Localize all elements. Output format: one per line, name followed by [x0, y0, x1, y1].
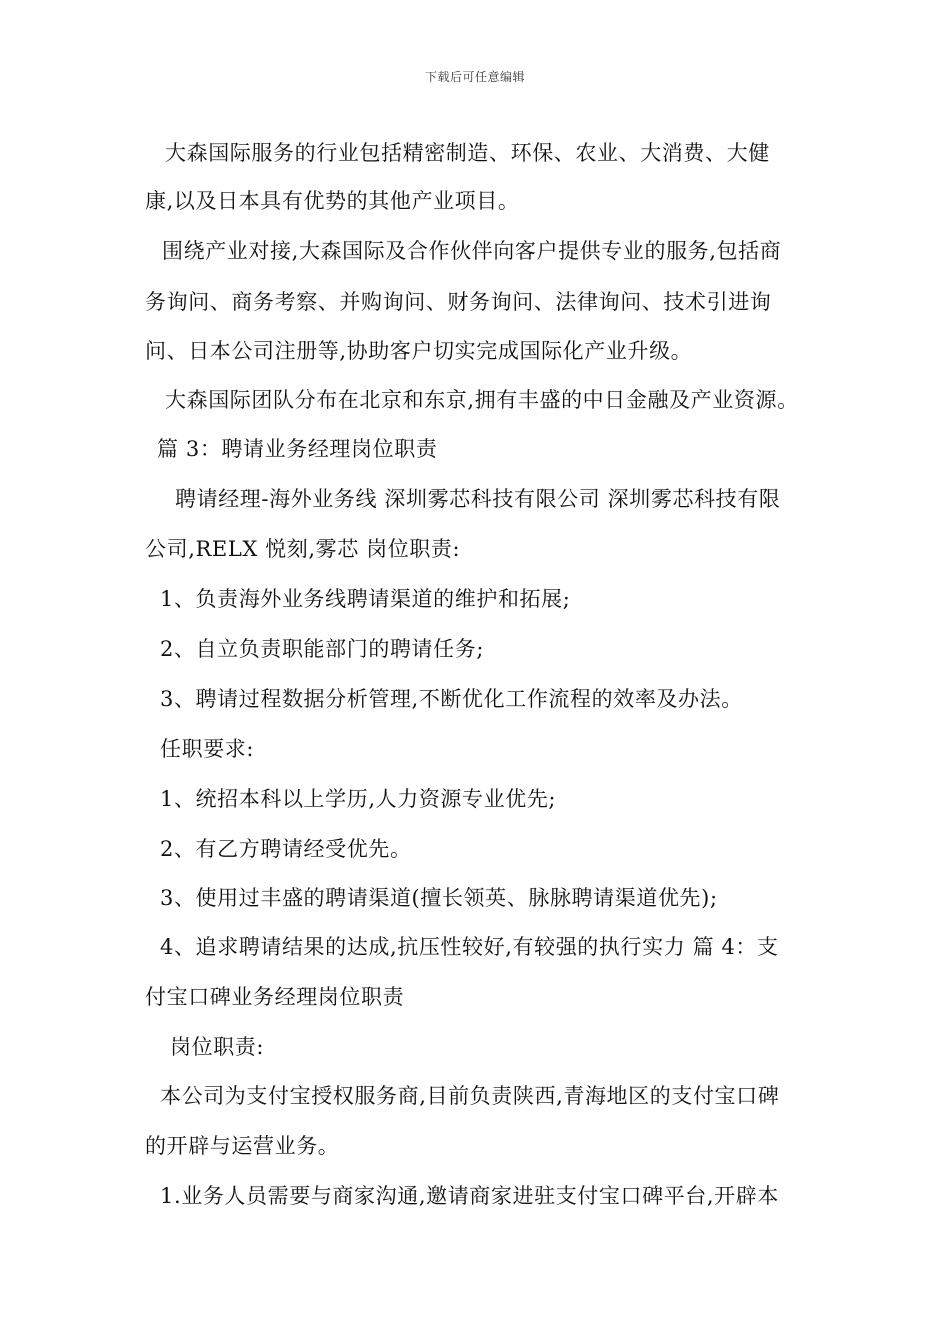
- section-heading: 付宝口碑业务经理岗位职责: [145, 985, 405, 1009]
- page-header: 下载后可任意编辑: [424, 70, 525, 84]
- paragraph-line: 的开辟与运营业务。: [145, 1134, 340, 1158]
- section-heading: 篇 3：聘请业务经理岗位职责: [157, 437, 438, 461]
- list-item: 2、自立负责职能部门的聘请任务;: [160, 637, 485, 661]
- paragraph-line: 问、日本公司注册等,协助客户切实完成国际化产业升级。: [145, 339, 693, 363]
- list-item: 3、聘请过程数据分析管理,不断优化工作流程的效率及办法。: [160, 687, 743, 711]
- list-item: 4、追求聘请结果的达成,抗压性较好,有较强的执行实力 篇 4：支: [160, 935, 779, 959]
- paragraph-line: 围绕产业对接,大森国际及合作伙伴向客户提供专业的服务,包括商: [162, 239, 782, 263]
- paragraph-line: 大森国际服务的行业包括精密制造、环保、农业、大消费、大健: [165, 141, 770, 165]
- subheading: 任职要求:: [160, 737, 255, 761]
- list-item: 1、统招本科以上学历,人力资源专业优先;: [160, 787, 557, 811]
- paragraph-line: 务询问、商务考察、并购询问、财务询问、法律询问、技术引进询: [145, 290, 772, 314]
- list-item: 1.业务人员需要与商家沟通,邀请商家进驻支付宝口碑平台,开辟本: [160, 1184, 779, 1208]
- paragraph-line: 公司,RELX 悦刻,雾芯 岗位职责:: [145, 537, 461, 561]
- paragraph-line: 聘请经理-海外业务线 深圳雾芯科技有限公司 深圳雾芯科技有限: [175, 487, 781, 511]
- list-item: 1、负责海外业务线聘请渠道的维护和拓展;: [160, 587, 571, 611]
- paragraph-line: 大森国际团队分布在北京和东京,拥有丰盛的中日金融及产业资源。: [165, 388, 799, 412]
- list-item: 3、使用过丰盛的聘请渠道(擅长领英、脉脉聘请渠道优先);: [160, 886, 718, 910]
- paragraph-line: 本公司为支付宝授权服务商,目前负责陕西,青海地区的支付宝口碑: [160, 1084, 780, 1108]
- list-item: 2、有乙方聘请经受优先。: [160, 837, 412, 861]
- subheading: 岗位职责:: [170, 1035, 265, 1059]
- paragraph-line: 康,以及日本具有优势的其他产业项目。: [145, 189, 520, 213]
